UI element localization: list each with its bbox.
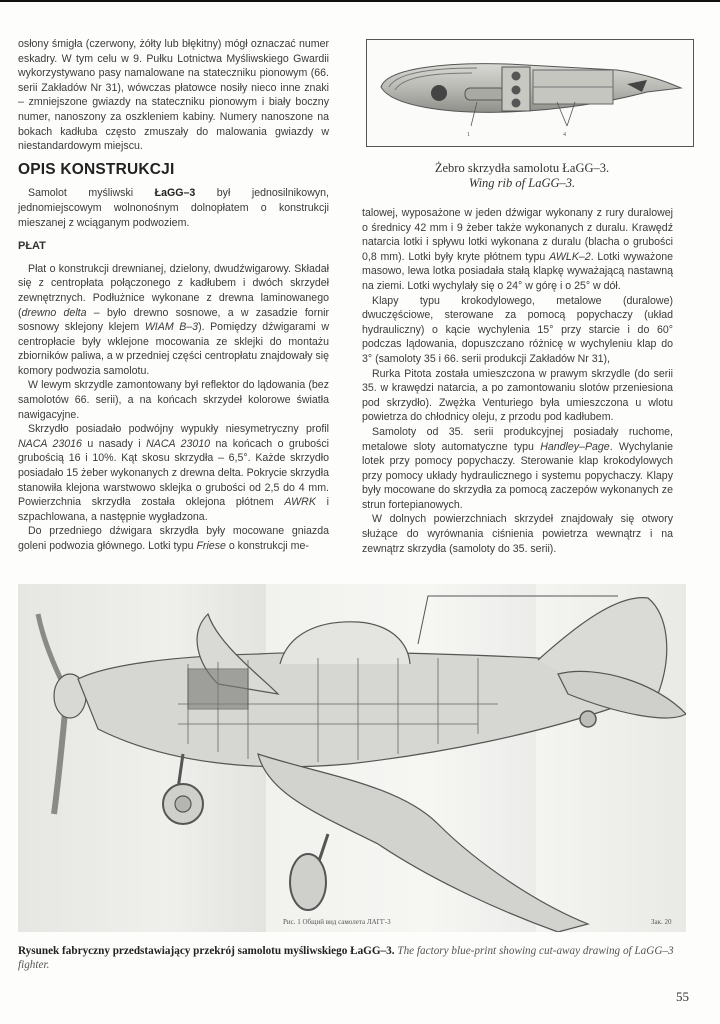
left-text-column (18, 37, 329, 554)
page-number: 55 (676, 989, 689, 1004)
italic-term: WIAM B–3 (144, 321, 199, 334)
italic-term: AWLK–2 (549, 250, 591, 263)
text-run: Samolot myśliwski (28, 187, 155, 200)
text-run: był jednosilnikowyn, jednomiejscowym wolnonośnym dolnopłatem o konstrukcji mieszanej z wciąganym podwoziem. (18, 187, 329, 229)
pitot-paragraph: Rurka Pitota została umieszczona w prawym skrzydle (do serii 35. w krawędzi natarcia, a po zamontowaniu slotów przeniesiona pod skrzydło). Zwężka Venturiego była umieszczona u wlotu powietrza do chłodnicy oleju, z przodu pod kadłubem. (362, 367, 673, 424)
lightening-hole (431, 85, 447, 101)
text-run: . Lotki wyważone masowo, lewa lotka posiadała stałą klapkę wyważającą nastawną na ziemi. Lotki wychylały się o 24° w górę i o 25° w dół. (362, 250, 673, 292)
text-run: i szpachlowana, a następnie wygładzona. (18, 496, 330, 523)
pressure-holes-paragraph: W dolnych powierzchniach skrzydeł znajdowały się otwory służące do wyrównania ciśnienia powietrza wewnątrz i na zewnątrz skrzydła (samoloty do 35. serii). (362, 513, 673, 555)
blueprint-inner-label: Рис. 1 Общий вид самолета ЛАГГ-3 (283, 918, 391, 926)
propeller-blade (54, 702, 66, 814)
text-run: Skrzydło posiadało podwójny wypukły niesymetryczny profil (28, 423, 329, 436)
caption-english: The factory blue-print showing cut-away drawing of LaGG–3 fighter. (18, 945, 674, 971)
text-run: . Wychylanie lotek przy pomocy popychaczy. Sterowanie klap krokodylowych przy pomocy układy hydraulicznego i systemu popychaczy. Klapy były mocowane do skrzydła za pomocą zaczepów wykonanych ze strun fortepianowych. (362, 440, 673, 511)
text-run: na końcach o grubości grubością 16 i 10%. Kąt skosu skrzydła – 6,5°. Każde skrzydło posiadało 15 żeber wykonanych z drewna delta. Pokrycie skrzydła stanowiła klejona warstwowo sklejka o grubości od 2,5 do 4 mm. Powierzchnia skrzydła została oklejona płótnem (18, 437, 329, 509)
italic-term: Friese (196, 540, 226, 552)
aileron-paragraph (362, 206, 673, 294)
text-run: u nasady i (81, 437, 147, 450)
wing-paragraph-3 (18, 422, 329, 524)
spar-tube (465, 88, 505, 100)
subheading-plat: PŁAT (18, 240, 46, 253)
slots-paragraph (362, 425, 673, 513)
canopy (280, 622, 410, 664)
aircraft-cutaway-drawing (18, 584, 686, 932)
rib-label-1: 1 (467, 132, 470, 138)
text-run: talowej, wyposażone w jeden dźwigar wykonany z rury duralowej o średnicy 42 mm i 9 żeber także wykonanych z duralu. Krawędź natarcia lotki i spływu lotki wykonana z duralu (blacha o grubości 0,8 mm). Lotki były kryte płótnem typu (362, 207, 673, 263)
wing-paragraph-4 (18, 524, 329, 553)
section-heading: OPIS KONSTRUKCJI (18, 160, 175, 178)
wing-paragraph-1 (18, 262, 329, 379)
aircraft-name: ŁaGG–3 (154, 187, 196, 200)
right-text-column (362, 206, 673, 556)
blueprint-order-label: Зак. 20 (651, 918, 672, 926)
page-top-rule (0, 0, 720, 2)
text-run: Samoloty od 35. serii produkcyjnej posiadały ruchome, metalowe sloty automatyczne typu (362, 425, 673, 453)
cutaway-blueprint-figure (18, 584, 686, 932)
italic-term: NACA 23010 (146, 437, 211, 450)
wheel-hub (175, 796, 191, 812)
fuselage (78, 652, 633, 767)
flaps-paragraph: Klapy typu krokodylowego, metalowe (duralowe) dwuczęściowe, sterowane za pomocą popychaczy (układ hydrauliczny) o kącie wychylenia 15° przy starcie i do 60° podczas lądowania, dopuszczano różnicę w wychyleniu klap do 3° (samoloty 35 i 66. serii produkcji Zakładów Nr 31), (362, 294, 673, 365)
tail-wheel (580, 711, 596, 727)
wing-paragraph-2: W lewym skrzydle zamontowany był reflektor do lądowania (bez samolotów 66. serii), a na końcach skrzydeł kolorowe światła nawigacyjne. (18, 379, 329, 421)
italic-term: AWRK (284, 496, 316, 509)
text-run: Płat o konstrukcji drewnianej, dzielony, dwudźwigarowy. Składał się z centropłata połączonego z kadłubem i dwóch skrzydeł zewnętrznych. Podłużnice wykonane z drewna laminowanego ( (18, 262, 329, 319)
main-wheel (290, 854, 326, 910)
italic-term: Handley–Page (540, 440, 610, 453)
intro-paragraph: osłony śmigła (czerwony, żółty lub błękitny) mógł oznaczać numer eskadry. W tym celu w 9. Pułku Lotnictwa Myśliwskiego Gwardii wykorzystywano pasy namalowane na stateczniku pionowym (66. serii Zakładów Nr 31), wówczas płatowce nosiły nieco inne znaki – zmniejszone gwiazdy na stateczniku pionowym i biały boczny numer, nanoszony za oszkleniem kabiny. Numery nanoszone na bokach kadłuba często zmuszały do malowania gwiazdy w niestandardowym miejscu. (18, 38, 329, 153)
text-run: Do przedniego dźwigara skrzydła były mocowane gniazda goleni podwozia głównego. Lotki typu (18, 525, 329, 552)
italic-term: NACA 23016 (18, 437, 82, 450)
wing-rib-caption (362, 161, 682, 191)
text-run: – było drewno sosnowe, a w zasadzie fornir sosnowy sklejony klejem (18, 306, 329, 334)
section-intro-paragraph (18, 186, 329, 230)
caption-polish: Rysunek fabryczny przedstawiający przekrój samolotu myśliwskiego ŁaGG–3. (18, 945, 395, 957)
italic-term: drewno delta (21, 306, 87, 319)
text-run: ). Pomiędzy dźwigarami w centropłacie były wklejone mocowania ze sklejki do montażu zbiorników paliwa, a w przedniej części centropłatu znajdowały się komory podwozia samolotu. (18, 321, 329, 377)
caption-english: Wing rib of LaGG–3. (468, 176, 576, 190)
blueprint-caption (18, 944, 690, 972)
engine-section (188, 669, 248, 709)
caption-polish: Żebro skrzydła samolotu ŁaGG–3. (434, 161, 610, 175)
wing-rib-figure (366, 39, 694, 147)
text-run: o konstrukcji me- (225, 540, 309, 552)
rib-label-4: 4 (563, 132, 566, 138)
wing-rib-drawing (367, 40, 693, 146)
